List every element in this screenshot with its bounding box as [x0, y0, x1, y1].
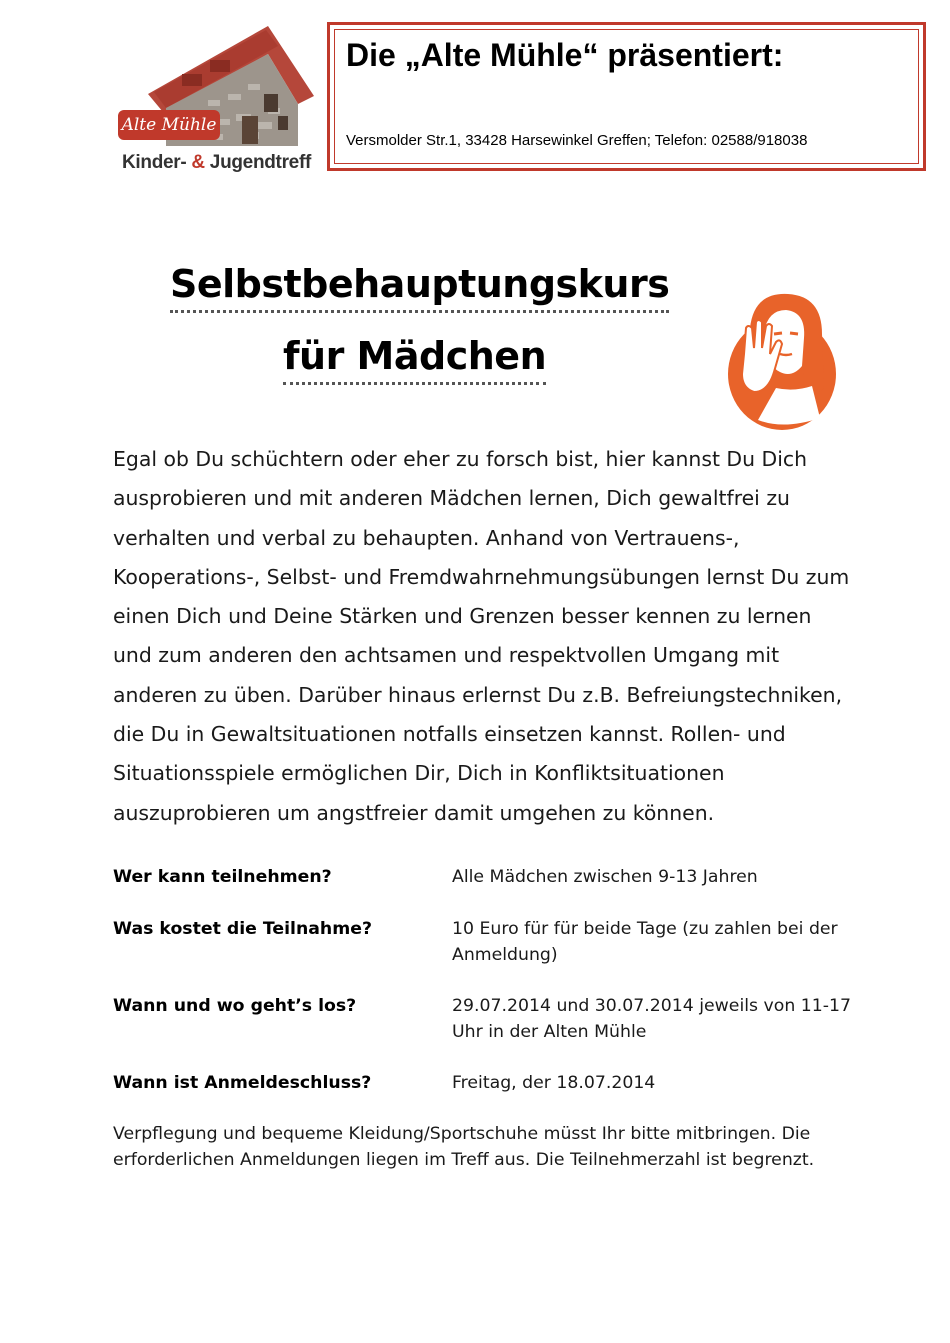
- footer-note: Verpflegung und bequeme Kleidung/Sportschuhe müsst Ihr bitte mitbringen. Die erforderlichen Anmeldungen liegen im Treff aus. Die Teilnehmerzahl ist begrenzt.: [113, 1124, 815, 1170]
- info-question: Wann ist Anmeldeschluss?: [113, 1073, 372, 1093]
- info-question: Was kostet die Teilnahme?: [113, 919, 372, 939]
- page-title-line-2: für Mädchen: [283, 334, 546, 378]
- intro-paragraph: Egal ob Du schüchtern oder eher zu forsch bist, hier kannst Du Dich ausprobieren und mit anderen Mädchen lernen, Dich gewaltfrei zu verhalten und verbal zu behaupten. Anhand von Vertrauens-, Kooperations-, Selbst- und Fremdwahrnehmungsübungen lernst Du zum einen Dich und Deine Stärken und Grenzen besser kennen zu lernen und zum anderen den achtsamen und respektvollen Umgang mit anderen zu üben. Darüber hinaus erlernst Du z.B. Befreiungstechniken, die Du in Gewaltsituationen notfalls einsetzen kannst. Rollen- und Situationsspiele ermöglichen Dir, Dich in Konfliktsituationen auszuprobieren um angstfreier damit umgehen zu können.: [113, 447, 850, 825]
- header-title: Die „Alte Mühle“ präsentiert:: [346, 37, 784, 73]
- info-answer: Alle Mädchen zwischen 9-13 Jahren: [452, 867, 758, 887]
- info-question: Wer kann teilnehmen?: [113, 867, 332, 887]
- info-answer: 10 Euro für für beide Tage (zu zahlen bei der Anmeldung): [452, 919, 838, 965]
- info-question: Wann und wo geht’s los?: [113, 996, 357, 1016]
- alte-muehle-logo: [118, 24, 314, 176]
- info-answer: 29.07.2014 und 30.07.2014 jeweils von 11-17 Uhr in der Alten Mühle: [452, 996, 852, 1042]
- info-answer: Freitag, der 18.07.2014: [452, 1073, 656, 1093]
- logo-tagline: Kinder- & Jugendtreff: [122, 152, 311, 173]
- header-address: Versmolder Str.1, 33428 Harsewinkel Greffen; Telefon: 02588/918038: [346, 132, 808, 149]
- header-box: [327, 22, 926, 171]
- logo-badge: Alte Mühle: [118, 110, 220, 140]
- stop-hand-girl-illustration: [724, 288, 840, 430]
- page-title-line-1: Selbstbehauptungskurs: [170, 262, 669, 306]
